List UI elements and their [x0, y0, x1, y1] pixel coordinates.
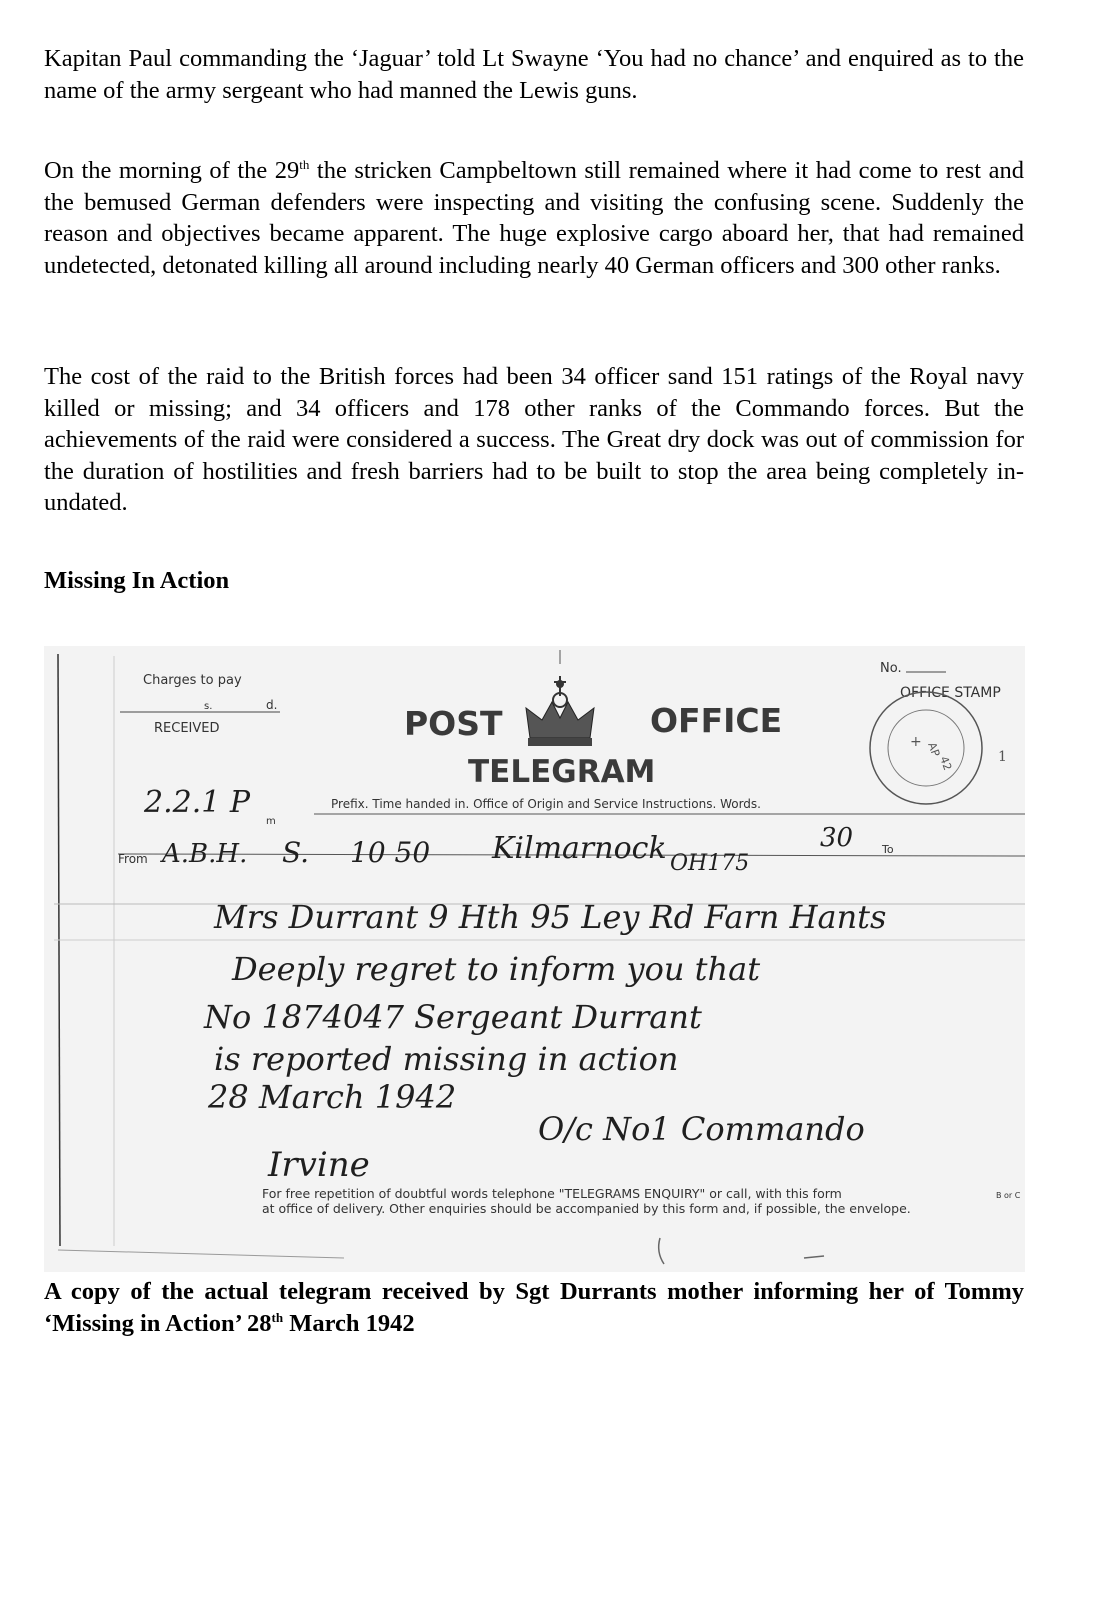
- hw-line5: O/c No1 Commando: [538, 1110, 865, 1148]
- superscript-th: th: [299, 156, 310, 172]
- caption-text: A copy of the actual telegram received by Sgt Durrants mother informing her of Tommy ‘Missing in Action’ 28: [44, 1278, 1024, 1337]
- hw-line2: No 1874047 Sergeant Durrant: [204, 998, 702, 1036]
- received-label: RECEIVED: [154, 721, 220, 736]
- hw-time: 10 50: [350, 836, 431, 869]
- paragraph-jaguar: Kapitan Paul commanding the ‘Jaguar’ told Lt Swayne ‘You had no chance’ and enquired as to the name of the army sergeant who had manned the Lewis guns.: [44, 45, 1024, 104]
- svg-text:1: 1: [998, 749, 1007, 765]
- office-stamp-label: OFFICE STAMP: [900, 685, 1001, 701]
- to-label: To: [882, 843, 894, 856]
- paragraph-raid-cost: The cost of the raid to the British forces had been 34 officer sand 151 ratings of the Royal navy killed or missing; and 34 officers and 178 other ranks of the Commando forces. But the achievements of the raid were considered a success. The Great dry dock was out of commission for the duration of hostilities and fresh barriers had to be built to stop the area being completely in-undated.: [44, 363, 1024, 516]
- header-fields: Prefix. Time handed in. Office of Origin and Service Instructions. Words.: [331, 797, 761, 811]
- from-label: From: [118, 852, 148, 866]
- hw-line1: Deeply regret to inform you that: [232, 950, 761, 988]
- currency-s: s.: [204, 701, 213, 712]
- figure-caption: [44, 1276, 1024, 1339]
- m-label: m: [266, 816, 276, 827]
- currency-d: d.: [266, 698, 278, 712]
- hw-origin: Kilmarnock: [492, 831, 667, 866]
- hw-line3: is reported missing in action: [214, 1040, 679, 1078]
- hw-line4: 28 March 1942: [208, 1078, 457, 1116]
- hw-prefix: S.: [282, 836, 310, 869]
- hw-words: 30: [820, 823, 854, 853]
- svg-text:AP: AP: [925, 740, 943, 759]
- svg-text:42: 42: [937, 754, 955, 773]
- title-office: OFFICE: [650, 701, 783, 740]
- telegram-image: [44, 646, 1025, 1272]
- hw-code: 2.2.1 P: [144, 785, 251, 820]
- paragraph-campbeltown-rest: the stricken Campbeltown still remained where it had come to rest and the bemused German defenders were inspecting and visiting the confusing scene. Suddenly the reason and objectives became apparent. The huge explosive cargo aboard her, that had remained undetected, detonated killing all around including nearly 40 German officers and 300 other ranks.: [44, 157, 1024, 279]
- hw-sender-initials: A.B.H.: [162, 839, 248, 869]
- paragraph-campbeltown-start: On the morning of the 29: [44, 157, 300, 184]
- footer-line2: at office of delivery. Other enquiries should be accompanied by this form and, if possible, the envelope.: [262, 1201, 911, 1216]
- title-post: POST: [404, 704, 503, 743]
- caption-superscript: th: [271, 1309, 284, 1325]
- no-label: No.: [880, 661, 902, 676]
- side-note: B or C: [996, 1191, 1021, 1200]
- hw-address: Mrs Durrant 9 Hth 95 Ley Rd Farn Hants: [214, 898, 887, 936]
- caption-date-rest: March 1942: [283, 1309, 415, 1337]
- hw-origin-code: OH175: [670, 851, 750, 876]
- section-heading: Missing In Action: [44, 567, 230, 594]
- paragraph-campbeltown: [44, 155, 1024, 281]
- telegram-scan: [44, 646, 1025, 1272]
- charges-label: Charges to pay: [143, 673, 242, 688]
- hw-line6: Irvine: [268, 1145, 370, 1185]
- footer-line1: For free repetition of doubtful words telephone "TELEGRAMS ENQUIRY" or call, with this form: [262, 1186, 842, 1201]
- title-telegram: TELEGRAM: [468, 754, 656, 790]
- svg-text:+: +: [910, 734, 922, 750]
